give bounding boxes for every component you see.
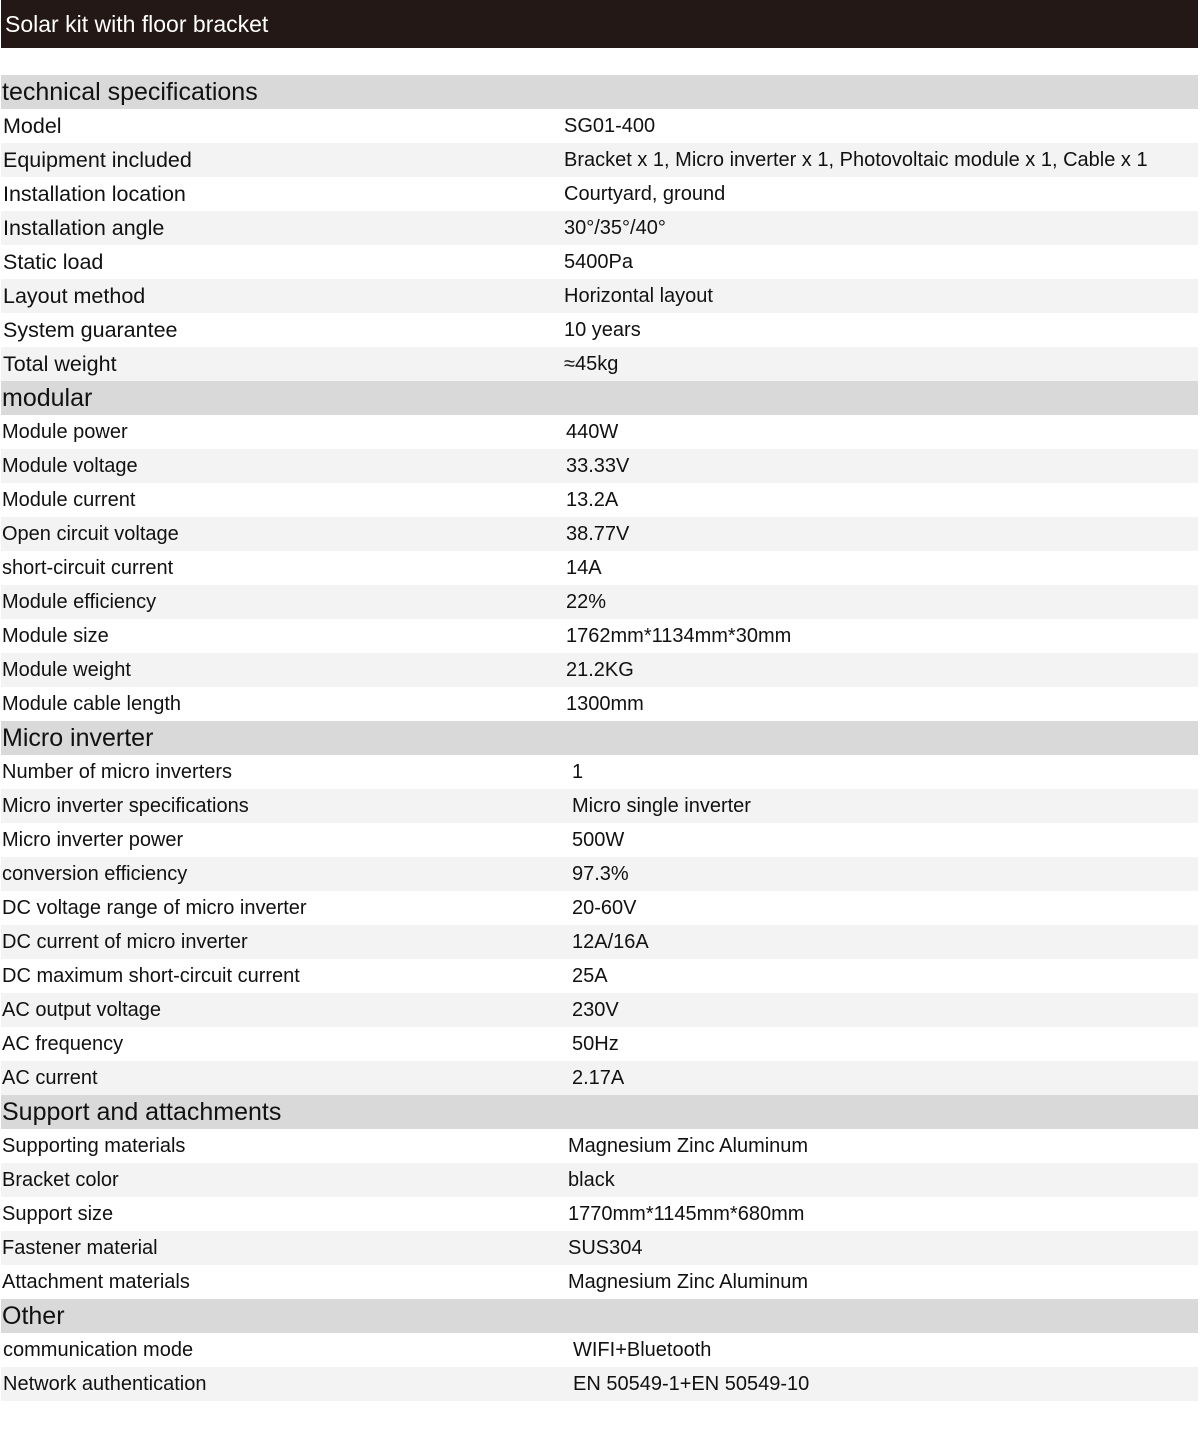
table-row: [1, 1061, 1198, 1095]
row-label: Installation angle: [3, 216, 165, 240]
row-value: Micro single inverter: [572, 795, 751, 817]
table-row: [1, 619, 1198, 653]
table-row: [1, 823, 1198, 857]
table-row: [1, 857, 1198, 891]
table-row: [1, 143, 1198, 177]
row-value: black: [568, 1169, 615, 1191]
row-value: 1: [572, 761, 584, 783]
row-value: 20-60V: [572, 897, 637, 919]
row-label: Module weight: [2, 659, 131, 681]
row-label: Total weight: [3, 352, 117, 376]
table-row: [1, 347, 1198, 381]
row-value: 500W: [572, 829, 625, 851]
section-support-and-attachments: [1, 1095, 1198, 1299]
row-label: Micro inverter specifications: [2, 795, 249, 817]
table-row: [1, 1129, 1198, 1163]
row-value: 5400Pa: [564, 251, 633, 273]
row-label: DC voltage range of micro inverter: [2, 897, 307, 919]
row-value: 38.77V: [566, 523, 630, 545]
row-value: 25A: [572, 965, 608, 987]
row-label: Module efficiency: [2, 591, 157, 613]
row-label: Attachment materials: [2, 1271, 190, 1293]
row-label: Number of micro inverters: [2, 761, 233, 783]
row-value: Bracket x 1, Micro inverter x 1, Photovoltaic module x 1, Cable x 1: [564, 149, 1148, 171]
table-row: [1, 313, 1198, 347]
table-row: [1, 1163, 1198, 1197]
row-label: Layout method: [3, 284, 146, 308]
table-row: [1, 1027, 1198, 1061]
row-label: Module size: [2, 625, 109, 647]
section-heading: Support and attachments: [1, 1095, 1198, 1129]
row-value: 12A/16A: [572, 931, 649, 953]
row-label: Module current: [2, 489, 136, 511]
table-row: [1, 993, 1198, 1027]
table-row: [1, 415, 1198, 449]
row-label: System guarantee: [3, 318, 178, 342]
table-row: [1, 925, 1198, 959]
table-row: [1, 177, 1198, 211]
row-label: Bracket color: [2, 1169, 119, 1191]
table-row: [1, 1265, 1198, 1299]
row-value: 230V: [572, 999, 619, 1021]
section-other: [1, 1299, 1198, 1401]
row-value: Courtyard, ground: [564, 183, 726, 205]
row-value: 1762mm*1134mm*30mm: [566, 625, 792, 647]
row-label: Model: [3, 114, 62, 138]
section-modular: [1, 381, 1198, 721]
row-label: AC frequency: [2, 1033, 124, 1055]
row-value: Magnesium Zinc Aluminum: [568, 1135, 809, 1157]
section-heading: modular: [1, 381, 1198, 415]
row-label: Static load: [3, 250, 104, 274]
row-value: 13.2A: [566, 489, 619, 511]
row-label: Module voltage: [2, 455, 138, 477]
table-row: [1, 687, 1198, 721]
row-label: Module cable length: [2, 693, 182, 715]
table-row: [1, 109, 1198, 143]
table-row: [1, 551, 1198, 585]
table-row: [1, 1231, 1198, 1265]
row-label: Fastener material: [2, 1237, 158, 1259]
table-row: [1, 211, 1198, 245]
page-title: Solar kit with floor bracket: [1, 0, 1198, 48]
row-value: 2.17A: [572, 1067, 625, 1089]
table-row: [1, 959, 1198, 993]
row-label: AC output voltage: [2, 999, 161, 1021]
table-row: [1, 891, 1198, 925]
table-row: [1, 483, 1198, 517]
row-label: Support size: [2, 1203, 114, 1225]
table-row: [1, 755, 1198, 789]
row-value: 1300mm: [566, 693, 644, 715]
row-value: 14A: [566, 557, 602, 579]
row-label: Installation location: [3, 182, 186, 206]
row-label: Module power: [2, 421, 128, 443]
row-label: conversion efficiency: [2, 863, 188, 885]
row-value: 10 years: [564, 319, 641, 341]
table-row: [1, 449, 1198, 483]
spec-table: [1, 75, 1198, 1401]
row-label: DC current of micro inverter: [2, 931, 248, 953]
row-label: Micro inverter power: [2, 829, 184, 851]
table-row: [1, 653, 1198, 687]
row-value: 33.33V: [566, 455, 630, 477]
row-value: 50Hz: [572, 1033, 619, 1055]
row-label: communication mode: [3, 1339, 194, 1361]
section-heading: Micro inverter: [1, 721, 1198, 755]
table-row: [1, 245, 1198, 279]
row-value: Magnesium Zinc Aluminum: [568, 1271, 809, 1293]
row-label: DC maximum short-circuit current: [2, 965, 300, 987]
row-value: 30°/35°/40°: [564, 217, 666, 239]
table-row: [1, 1367, 1198, 1401]
row-label: Open circuit voltage: [2, 523, 179, 545]
row-value: Horizontal layout: [564, 285, 713, 307]
table-row: [1, 517, 1198, 551]
table-row: [1, 1333, 1198, 1367]
row-value: EN 50549-1+EN 50549-10: [573, 1373, 810, 1395]
section-technical-specifications: [1, 75, 1198, 381]
table-row: [1, 789, 1198, 823]
row-value: 21.2KG: [566, 659, 634, 681]
row-value: 97.3%: [572, 863, 629, 885]
section-heading: technical specifications: [1, 75, 1198, 109]
table-row: [1, 279, 1198, 313]
row-label: short-circuit current: [2, 557, 174, 579]
row-value: SG01-400: [564, 115, 656, 137]
table-row: [1, 1197, 1198, 1231]
row-value: 440W: [566, 421, 619, 443]
row-value: ≈45kg: [564, 353, 619, 375]
section-micro-inverter: [1, 721, 1198, 1095]
section-heading: Other: [1, 1299, 1198, 1333]
row-label: Equipment included: [3, 148, 192, 172]
row-value: 1770mm*1145mm*680mm: [568, 1203, 805, 1225]
row-value: WIFI+Bluetooth: [573, 1339, 712, 1361]
row-label: Network authentication: [3, 1373, 207, 1395]
row-label: Supporting materials: [2, 1135, 186, 1157]
row-value: SUS304: [568, 1237, 643, 1259]
table-row: [1, 585, 1198, 619]
row-value: 22%: [566, 591, 607, 613]
row-label: AC current: [2, 1067, 98, 1089]
